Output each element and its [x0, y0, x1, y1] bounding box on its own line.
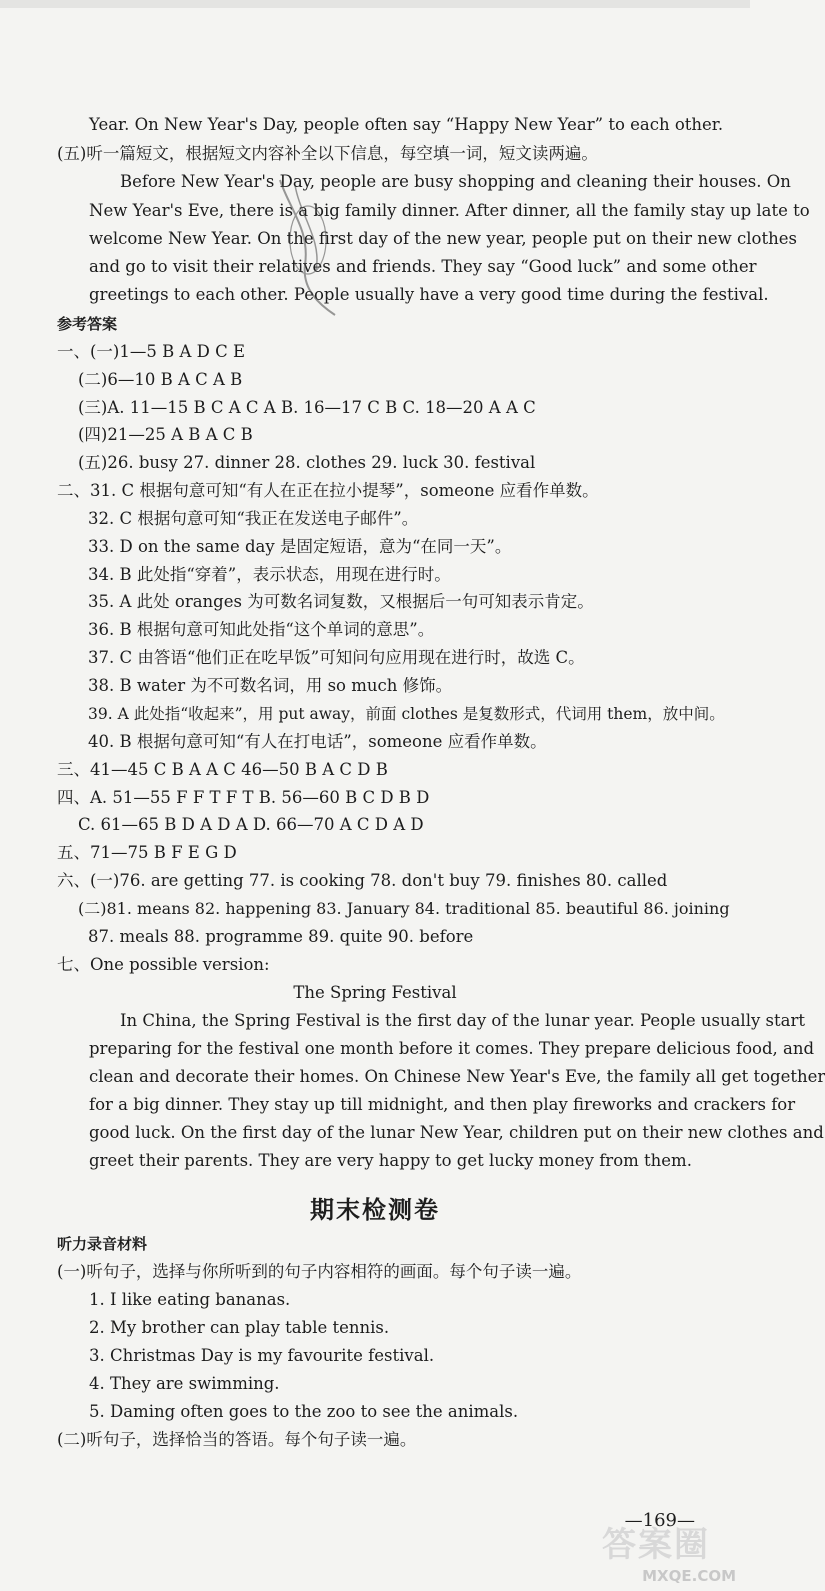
- section-instruction: (五)听一篇短文，根据短文内容补全以下信息，每空填一词，短文读两遍。: [57, 144, 598, 163]
- answer-explanation: 38. B water 为不可数名词，用 so much 修饰。: [88, 676, 453, 695]
- section-instruction: (一)听句子，选择与你所听到的句子内容相符的画面。每个句子读一遍。: [57, 1262, 582, 1281]
- listening-heading: 听力录音材料: [57, 1235, 148, 1253]
- listening-sentence: 2. My brother can play table tennis.: [89, 1318, 390, 1337]
- passage-line: greetings to each other. People usually have a very good time during the festival.: [89, 285, 769, 304]
- watermark-site: MXQE.COM: [642, 1567, 736, 1585]
- answer-line: (五)26. busy 27. dinner 28. clothes 29. luck 30. festival: [78, 453, 536, 472]
- listening-sentence: 4. They are swimming.: [89, 1374, 280, 1393]
- essay-line: for a big dinner. They stay up till midnight, and then play fireworks and crackers for: [89, 1095, 796, 1114]
- answer-line: 六、(一)76. are getting 77. is cooking 78. don't buy 79. finishes 80. called: [57, 871, 668, 890]
- section-instruction: (二)听句子，选择恰当的答语。每个句子读一遍。: [57, 1430, 417, 1449]
- answer-line: (二)81. means 82. happening 83. January 84. traditional 85. beautiful 86. joining: [78, 899, 730, 918]
- passage-line: Year. On New Year's Day, people often say “Happy New Year” to each other.: [89, 115, 724, 134]
- answer-line: (三)A. 11—15 B C A C A B. 16—17 C B C. 18—20 A A C: [78, 398, 536, 417]
- answer-line: 七、One possible version:: [57, 955, 270, 974]
- listening-sentence: 5. Daming often goes to the zoo to see the animals.: [89, 1402, 519, 1421]
- answer-line: C. 61—65 B D A D A D. 66—70 A C D A D: [78, 815, 424, 834]
- answer-key-heading: 参考答案: [57, 315, 118, 333]
- answer-explanation: 36. B 根据句意可知此处指“这个单词的意思”。: [88, 620, 435, 639]
- passage-line: Before New Year's Day, people are busy shopping and cleaning their houses. On: [120, 172, 791, 191]
- listening-sentence: 3. Christmas Day is my favourite festival.: [89, 1346, 435, 1365]
- answer-line: 一、(一)1—5 B A D C E: [57, 342, 246, 361]
- answer-explanation: 37. C 由答语“他们正在吃早饭”可知问句应用现在进行时，故选 C。: [88, 648, 585, 667]
- passage-line: and go to visit their relatives and friends. They say “Good luck” and some other: [89, 257, 757, 276]
- essay-line: good luck. On the first day of the lunar New Year, children put on their new clothes and: [89, 1123, 824, 1142]
- answer-explanation: 34. B 此处指“穿着”，表示状态，用现在进行时。: [88, 565, 451, 584]
- essay-line: preparing for the festival one month before it comes. They prepare delicious food, and: [89, 1039, 815, 1058]
- passage-line: New Year's Eve, there is a big family dinner. After dinner, all the family stay up late to: [89, 201, 810, 220]
- scan-edge: [0, 0, 750, 8]
- answer-explanation: 33. D on the same day 是固定短语，意为“在同一天”。: [88, 537, 512, 556]
- answer-line: (二)6—10 B A C A B: [78, 370, 243, 389]
- answer-explanation: 40. B 根据句意可知“有人在打电话”，someone 应看作单数。: [88, 732, 547, 751]
- answer-line: 五、71—75 B F E G D: [57, 843, 237, 862]
- answer-line: 三、41—45 C B A A C 46—50 B A C D B: [57, 760, 388, 779]
- passage-line: welcome New Year. On the first day of the new year, people put on their new clothes: [89, 229, 797, 248]
- page-number: —169—: [624, 1510, 695, 1531]
- essay-title: The Spring Festival: [293, 983, 457, 1002]
- listening-sentence: 1. I like eating bananas.: [89, 1290, 291, 1309]
- essay-line: clean and decorate their homes. On Chinese New Year's Eve, the family all get together: [89, 1067, 825, 1086]
- answer-explanation: 二、31. C 根据句意可知“有人在正在拉小提琴”，someone 应看作单数。: [57, 481, 599, 500]
- watermark-logo: 答案圈: [602, 1525, 710, 1565]
- essay-line: greet their parents. They are very happy to get lucky money from them.: [89, 1151, 692, 1170]
- section-title: 期末检测卷: [310, 1196, 440, 1224]
- answer-line: (四)21—25 A B A C B: [78, 425, 253, 444]
- answer-line: 87. meals 88. programme 89. quite 90. before: [88, 927, 474, 946]
- answer-explanation: 32. C 根据句意可知“我正在发送电子邮件”。: [88, 509, 419, 528]
- essay-line: In China, the Spring Festival is the first day of the lunar year. People usually start: [120, 1011, 806, 1030]
- answer-explanation: 39. A 此处指“收起来”，用 put away，前面 clothes 是复数形式，代词用 them，放中间。: [88, 705, 725, 723]
- site-watermark: [602, 1517, 742, 1587]
- answer-line: 四、A. 51—55 F F T F T B. 56—60 B C D B D: [57, 788, 430, 807]
- answer-explanation: 35. A 此处 oranges 为可数名词复数，又根据后一句可知表示肯定。: [88, 592, 594, 611]
